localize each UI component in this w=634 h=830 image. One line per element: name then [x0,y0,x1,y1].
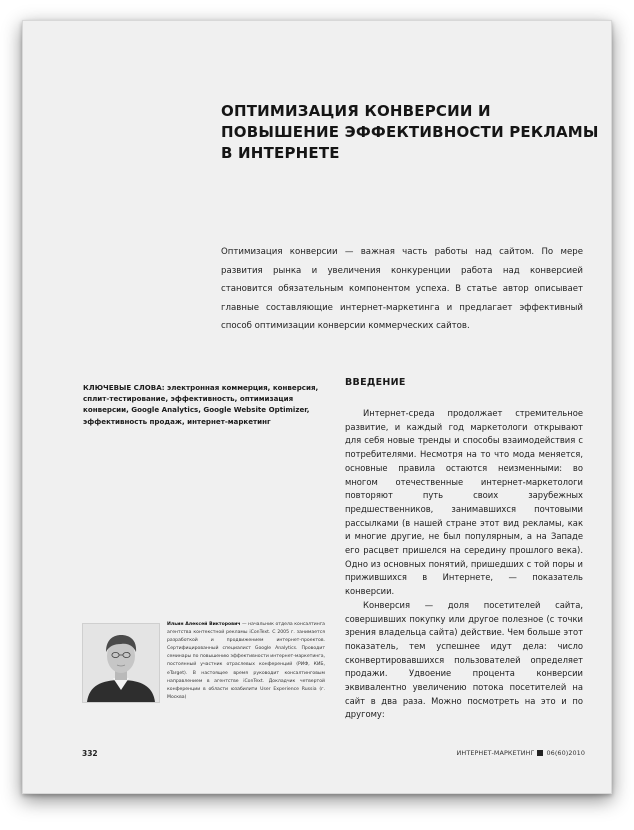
square-icon [537,750,543,756]
author-name: Ильин Алексей Викторович [167,622,241,627]
article-lead: Оптимизация конверсии — важная часть работы над сайтом. По мере развития рынка и увеличения конкуренции работа над конверсией становится обязательным компонентом успеха. В статье автор описывает главные составляющие интернет-маркетинга и предлагает эффективный способ оптимизации конверсии коммерческих сайтов. [221,247,583,332]
body-paragraph-2: Конверсия — доля посетителей сайта, совершивших покупку или другое полезное (с точки зрения владельца сайта) действие. Чем больше этот показатель, тем успешнее идут дела: число сконвертировавшихся пользователей определяет продажи. Удвоение процента конверсии эквивалентно увеличению потока посетителей на сайт в два раза. Можно посмотреть на это и по другому: [345,599,583,720]
portrait-photo-icon [83,624,159,702]
keywords-label: КЛЮЧЕВЫЕ СЛОВА: [83,383,165,392]
magazine-page [22,20,612,794]
author-bio [167,621,325,702]
keywords-list: электронная коммерция, конверсия, сплит-тестирование, эффективность, оптимизация конверсии, Google Analytics, Google Website Optimizer, эффективность продаж, интернет-маркетинг [83,383,319,426]
article-title: ОПТИМИЗАЦИЯ КОНВЕРСИИ И ПОВЫШЕНИЕ ЭФФЕКТИВНОСТИ РЕКЛАМЫ В ИНТЕРНЕТЕ [221,102,599,162]
keywords-block [83,382,327,427]
article-body [345,407,583,722]
section-title: ВВЕДЕНИЕ [345,377,406,388]
page-number: 332 [82,749,98,758]
author-photo [82,623,160,703]
issue-number: 06(60)2010 [546,749,585,757]
author-bio-text: — начальник отдела консалтинга агентства контекстной рекламы iConText. С 2005 г. занимается разработкой и продвижением интернет-проектов. Сертифицированный специалист Google Analytics. Проводит семинары по повышению эффективности интернет-маркетинга, постоянный участник отраслевых конференций (РИФ, КИБ, eTarget). В настоящее время руководит консалтинговым направлением в агентстве iConText. Докладчик четвертой конференции в области юзабилити User Experience Russia (г. Москва) [167,622,325,700]
footer-journal [457,749,585,757]
journal-name: ИНТЕРНЕТ-МАРКЕТИНГ [456,749,535,757]
body-paragraph-1: Интернет-среда продолжает стремительное развитие, и каждый год маркетологи открывают для себя новые тренды и способы взаимодействия с потребителями. Несмотря на то что мода меняется, основные правила остаются неизменными: во многом отечественные интернет-маркетологи повторяют путь своих зарубежных предшественников, занимавшихся почтовыми рассылками (в нашей стране этот вид рекламы, как и многие другие, не был популярным, а на Западе его расцвет пришелся на середину прошлого века). Одно из основных понятий, пришедших с той поры и прижившихся в Интернете, — показатель конверсии. [345,408,583,597]
